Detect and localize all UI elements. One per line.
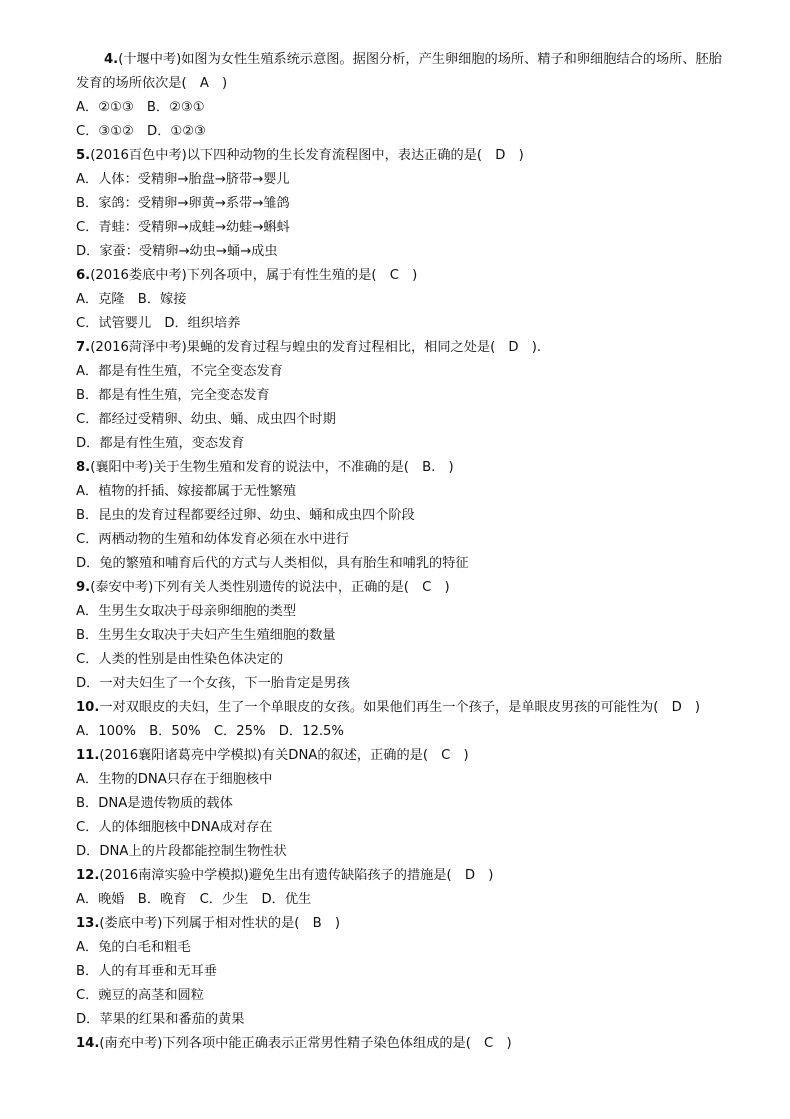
question-11-stem: 11.(2016襄阳诸葛亮中学模拟)有关DNA的叙述，正确的是( C ) [76, 748, 469, 763]
question-9-option: B．生男生女取决于夫妇产生生殖细胞的数量 [76, 628, 336, 643]
question-5-stem: 5.(2016百色中考)以下四种动物的生长发育流程图中，表达正确的是( D ) [76, 148, 524, 163]
question-7-option: B．都是有性生殖，完全变态发育 [76, 388, 270, 403]
question-10-option-line: A．100% B．50% C．25% D．12.5% [76, 724, 344, 739]
question-9-option: D．一对夫妇生了一个女孩，下一胎肯定是男孩 [76, 676, 350, 691]
question-7-option: D．都是有性生殖，变态发育 [76, 436, 245, 451]
question-8-option: B．昆虫的发育过程都要经过卵、幼虫、蛹和成虫四个阶段 [76, 508, 415, 523]
question-6-stem: 6.(2016娄底中考)下列各项中，属于有性生殖的是( C ) [76, 268, 418, 283]
question-10-stem: 10.一对双眼皮的夫妇，生了一个单眼皮的女孩。如果他们再生一个孩子，是单眼皮男孩的可能性为( D ) [76, 700, 701, 715]
question-4-option-line: A．②①③ B．②③① [76, 100, 205, 115]
question-5-option: D．家蚕：受精卵→幼虫→蛹→成虫 [76, 244, 278, 259]
question-9-option: C．人类的性别是由性染色体决定的 [76, 652, 284, 667]
question-5-option: B．家鸽：受精卵→卵黄→系带→雏鸽 [76, 196, 290, 211]
question-13-option: B．人的有耳垂和无耳垂 [76, 964, 217, 979]
question-12-stem: 12.(2016南漳实验中学模拟)避免生出有遗传缺陷孩子的措施是( D ) [76, 868, 494, 883]
question-9-stem: 9.(泰安中考)下列有关人类性别遗传的说法中，正确的是( C ) [76, 580, 450, 595]
question-6-option-line: C．试管婴儿 D．组织培养 [76, 316, 241, 331]
question-7-stem: 7.(2016菏泽中考)果蝇的发育过程与蝗虫的发育过程相比，相同之处是( D ). [76, 340, 542, 355]
question-13-stem: 13.(娄底中考)下列属于相对性状的是( B ) [76, 916, 341, 931]
question-13-option: A．兔的白毛和粗毛 [76, 940, 191, 955]
question-11-option: B．DNA是遗传物质的载体 [76, 796, 233, 811]
question-9-option: A．生男生女取决于母亲卵细胞的类型 [76, 604, 297, 619]
question-5-option: A．人体：受精卵→胎盘→脐带→婴儿 [76, 172, 290, 187]
question-11-option: A．生物的DNA只存在于细胞核中 [76, 772, 273, 787]
question-8-option: C．两栖动物的生殖和幼体发育必须在水中进行 [76, 532, 349, 547]
question-13-option: C．豌豆的高茎和圆粒 [76, 988, 204, 1003]
question-6-option-line: A．克隆 B．嫁接 [76, 292, 187, 307]
question-5-option: C．青蛙：受精卵→成蛙→幼蛙→蝌蚪 [76, 220, 290, 235]
question-4-stem: 4.(十堰中考)如图为女性生殖系统示意图。据图分析，产生卵细胞的场所、精子和卵细胞结合的场所、胚胎 [104, 52, 722, 67]
question-14-stem: 14.(南充中考)下列各项中能正确表示正常男性精子染色体组成的是( C ) [76, 1036, 512, 1051]
question-7-option: A．都是有性生殖，不完全变态发育 [76, 364, 283, 379]
question-4-stem-continued: 发育的场所依次是( A ) [76, 76, 228, 91]
question-7-option: C．都经过受精卵、幼虫、蛹、成虫四个时期 [76, 412, 336, 427]
question-13-option: D．苹果的红果和番茄的黄果 [76, 1012, 245, 1027]
question-8-option: A．植物的扦插、嫁接都属于无性繁殖 [76, 484, 297, 499]
question-4-option-line: C．③①② D．①②③ [76, 124, 206, 139]
question-11-option: D．DNA上的片段都能控制生物性状 [76, 844, 287, 859]
question-11-option: C．人的体细胞核中DNA成对存在 [76, 820, 273, 835]
question-8-stem: 8.(襄阳中考)关于生物生殖和发育的说法中，不准确的是( B. ) [76, 460, 454, 475]
question-8-option: D．兔的繁殖和哺育后代的方式与人类相似，具有胎生和哺乳的特征 [76, 556, 469, 571]
question-12-option-line: A．晚婚 B．晚育 C．少生 D．优生 [76, 892, 312, 907]
